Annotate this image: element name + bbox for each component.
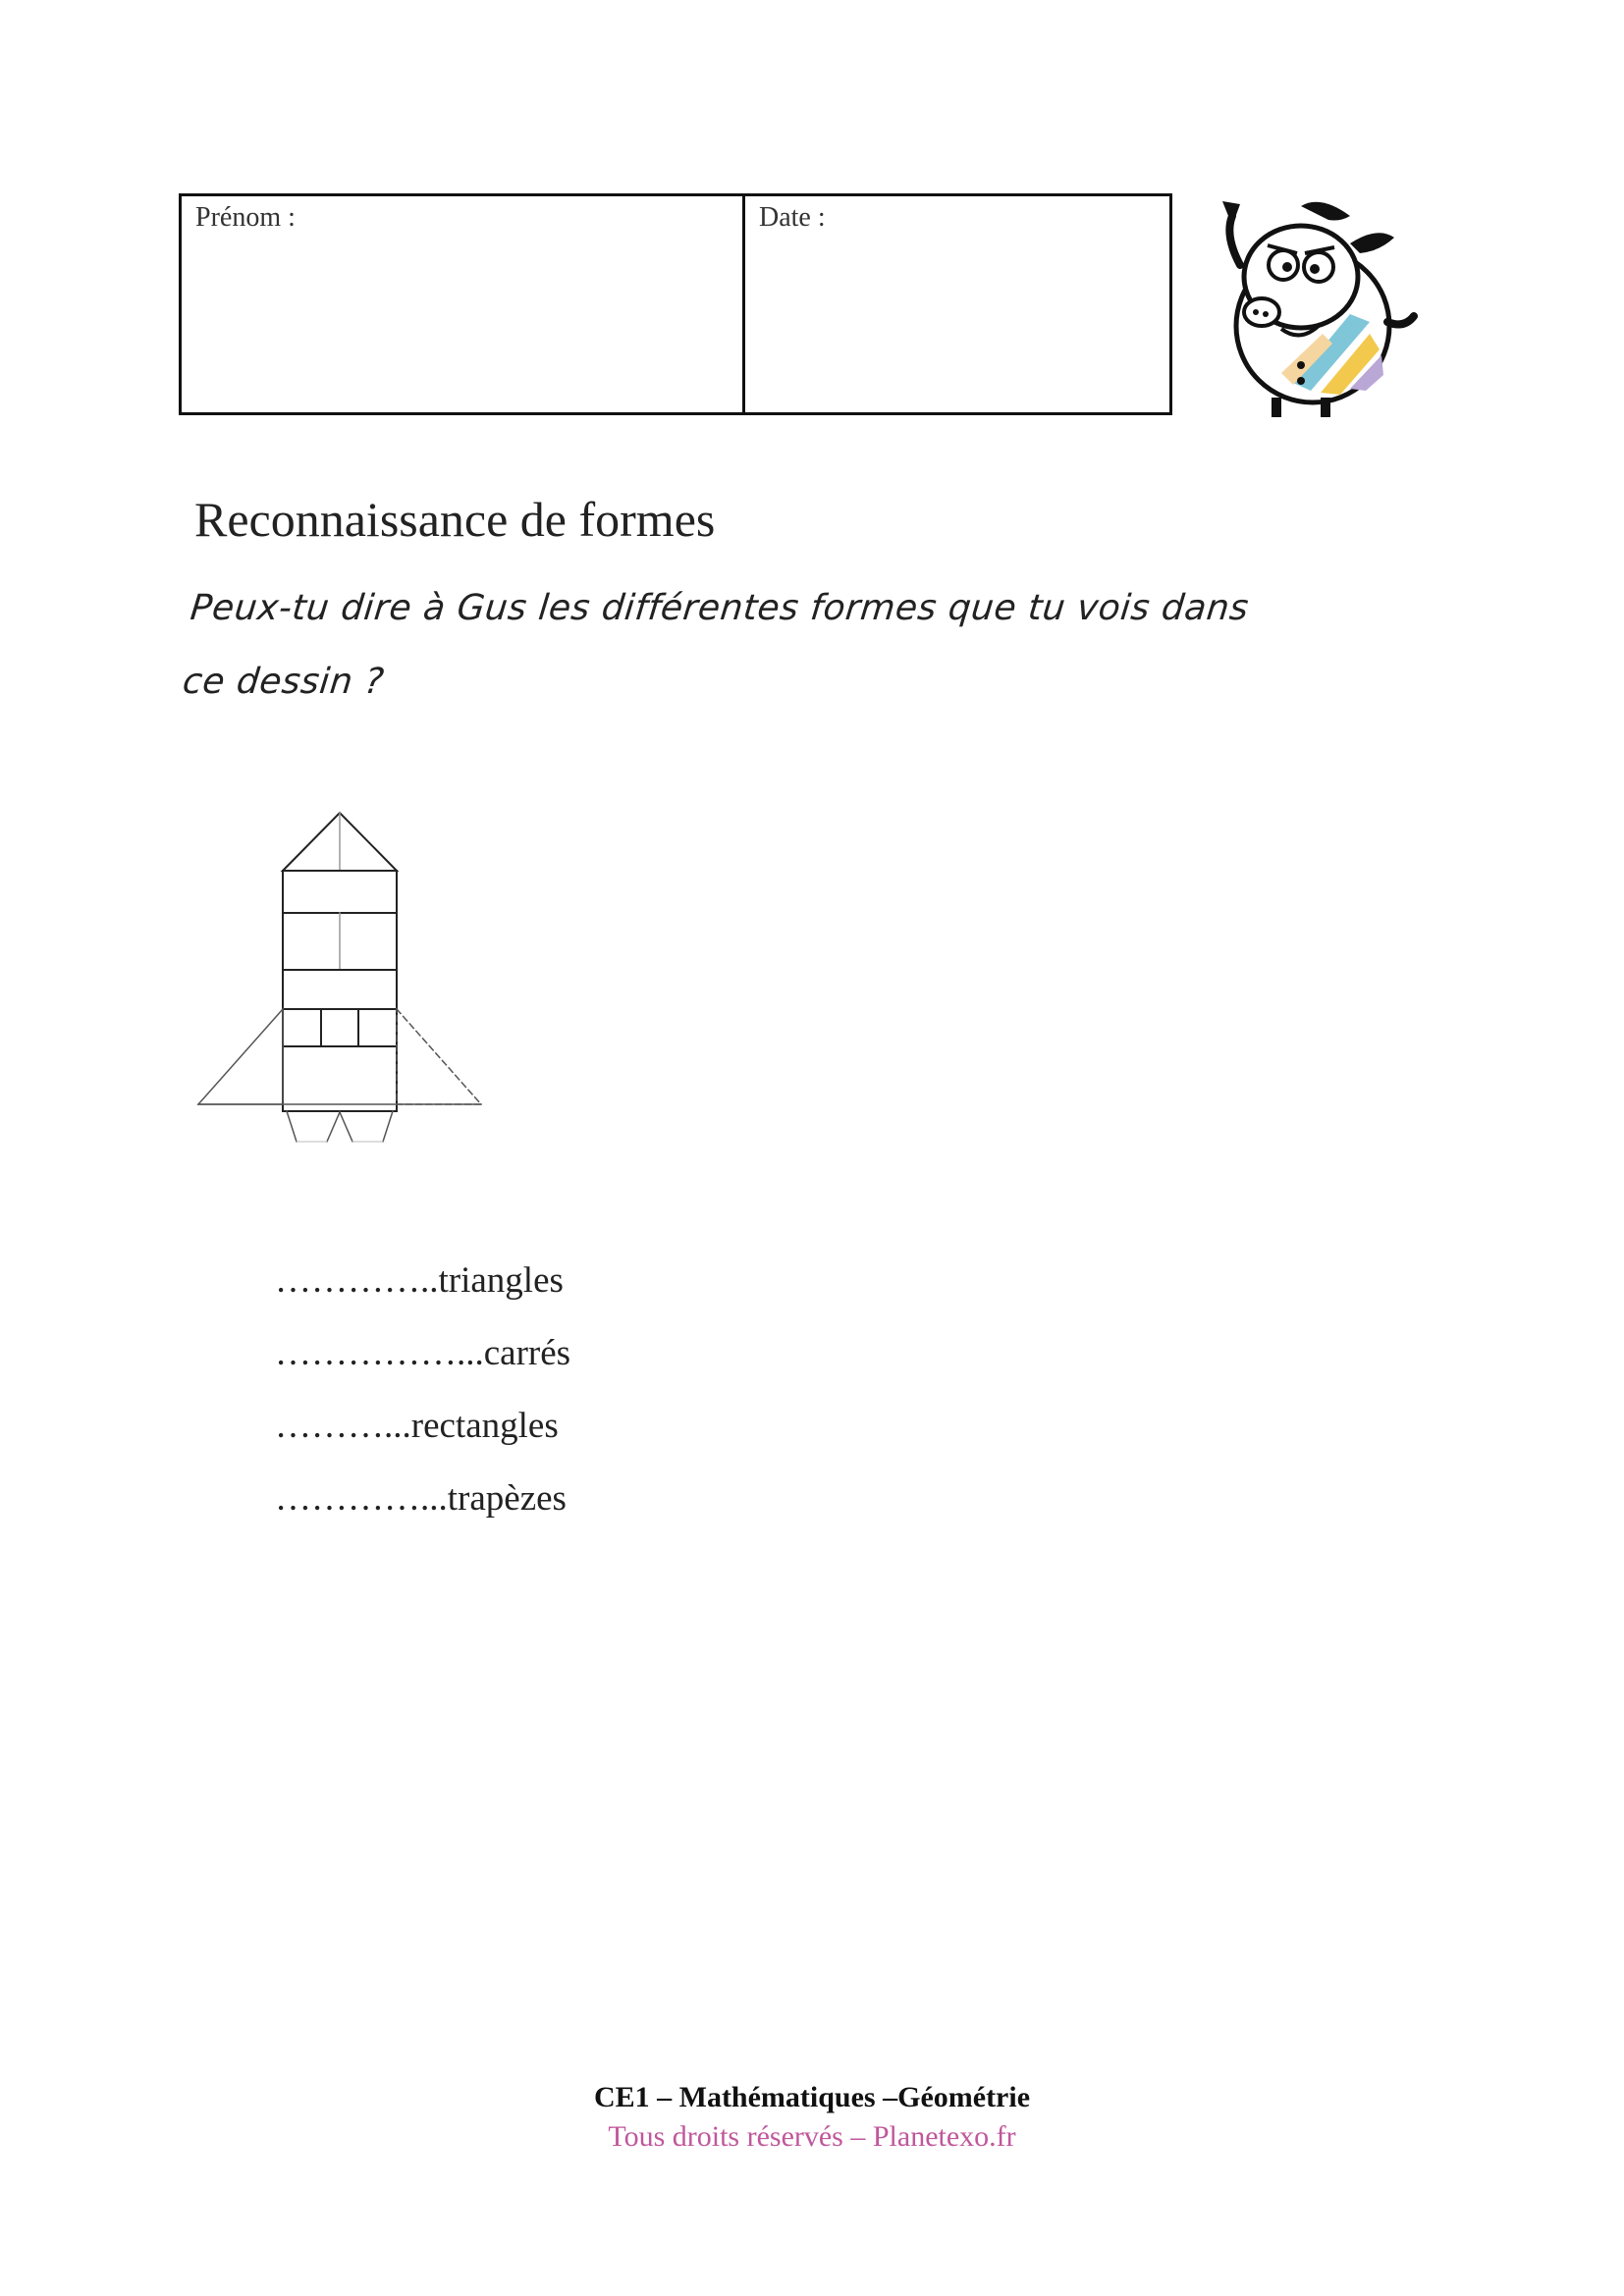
sheep-mascot-icon [1203, 196, 1419, 417]
footer-subject: CE1 – Mathématiques –Géométrie [593, 2081, 1031, 2113]
answer-triangles[interactable] [275, 1256, 570, 1329]
answer-label: rectangles [410, 1406, 559, 1446]
exercise-instruction [179, 571, 1441, 719]
instruction-line-2: ce dessin ? [181, 662, 387, 702]
answer-label: carrés [483, 1333, 571, 1373]
instruction-line-1: Peux-tu dire à Gus les différentes formes que tu vois dans [188, 588, 1251, 628]
date-cell[interactable] [745, 196, 1169, 412]
footer-copyright: Tous droits réservés – Planetexo.fr [608, 2120, 1016, 2153]
answer-squares[interactable] [275, 1329, 570, 1402]
rocket-shapes-figure [194, 810, 489, 1148]
student-info-table [179, 193, 1172, 415]
answer-blank[interactable]: …………... [275, 1478, 448, 1519]
answer-blank[interactable]: ……………... [275, 1333, 484, 1373]
answer-blank[interactable]: ………... [275, 1406, 411, 1446]
name-label: Prénom : [195, 202, 296, 233]
answer-rectangles[interactable] [275, 1402, 570, 1474]
answer-label: triangles [438, 1260, 564, 1301]
exercise-title: Reconnaissance de formes [194, 492, 716, 547]
date-label: Date : [759, 202, 826, 233]
answer-list [275, 1256, 570, 1547]
answer-blank[interactable]: ………….. [275, 1260, 439, 1301]
answer-trapezes[interactable] [275, 1474, 570, 1547]
name-cell[interactable] [182, 196, 745, 412]
answer-label: trapèzes [447, 1478, 567, 1519]
